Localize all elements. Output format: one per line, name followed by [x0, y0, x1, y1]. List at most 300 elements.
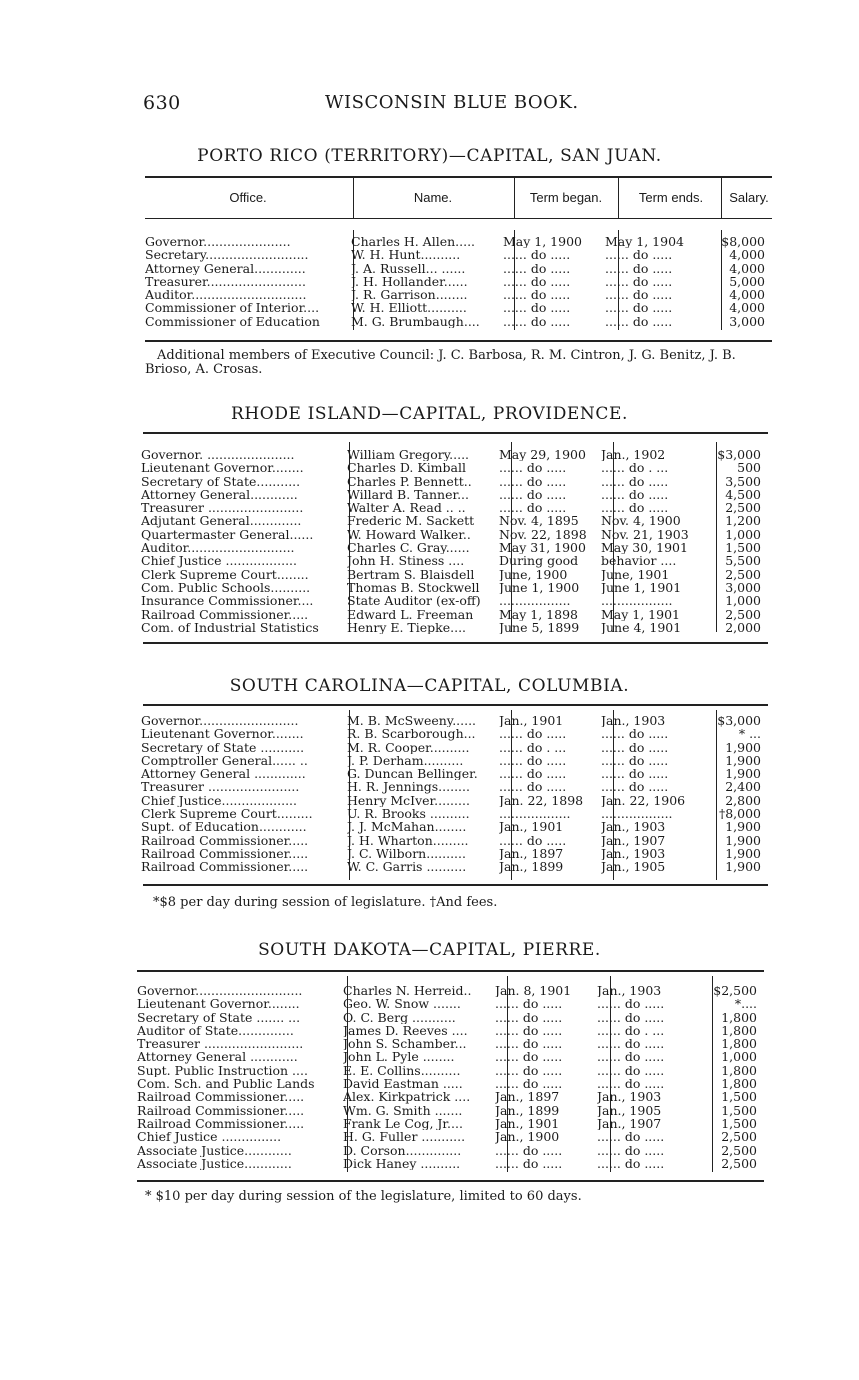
table-top-rule — [137, 970, 764, 972]
south-carolina-note: *$8 per day during session of legislature. †And fees. — [153, 895, 498, 910]
office-cell: Associate Justice............ — [137, 1156, 292, 1171]
term-began-cell: ...... do ..... — [495, 1077, 563, 1091]
office-cell: Commissioner of Education — [145, 314, 320, 329]
table-row — [137, 1157, 757, 1170]
term-ends-cell: Jan., 1902 — [601, 448, 666, 462]
header-divider — [514, 178, 515, 218]
office-cell: Auditor........................... — [141, 541, 295, 555]
term-began-cell: June 1, 1900 — [499, 580, 580, 595]
term-began-cell: ...... do ..... — [503, 288, 571, 302]
name-cell: Edward L. Freeman — [347, 607, 474, 621]
salary-cell: 1,200 — [725, 514, 761, 528]
term-ends-cell: Jan., 1907 — [597, 1116, 662, 1131]
name-cell: D. Corson.............. — [343, 1143, 462, 1157]
term-ends-cell: June 4, 1901 — [601, 620, 682, 635]
salary-cell: 3,000 — [729, 314, 765, 329]
term-began-cell: Jan., 1900 — [495, 1130, 560, 1144]
table-row — [137, 1104, 757, 1117]
table-row — [145, 288, 765, 301]
name-cell: Charles P. Bennett.. — [347, 474, 472, 488]
office-cell: Governor. ...................... — [141, 448, 295, 462]
salary-cell: 3,000 — [725, 580, 761, 595]
table-row — [145, 235, 765, 248]
office-cell: Treasurer......................... — [145, 274, 306, 289]
table-row — [141, 714, 761, 727]
south-dakota-note: * $10 per day during session of the legislature, limited to 60 days. — [145, 1189, 582, 1204]
term-ends-cell: ...... do ..... — [605, 288, 673, 302]
term-ends-cell: Jan., 1903 — [597, 984, 662, 998]
office-cell: Attorney General............. — [145, 261, 306, 275]
term-ends-cell: .................. — [601, 594, 673, 608]
salary-cell: 1,500 — [721, 1116, 757, 1131]
term-began-cell: May 1, 1900 — [503, 235, 582, 249]
table-row — [141, 741, 761, 754]
name-cell: W. C. Garris .......... — [347, 860, 467, 874]
office-cell: Treasurer ........................ — [141, 501, 304, 515]
term-began-cell: ...... do ..... — [503, 248, 571, 262]
table-top-rule — [143, 704, 768, 706]
term-ends-cell: May 1, 1904 — [605, 235, 684, 249]
salary-cell: 1,500 — [725, 541, 761, 555]
term-ends-cell: ...... do ..... — [597, 1050, 665, 1064]
salary-cell: †8,000 — [718, 807, 761, 821]
term-ends-cell: Nov. 21, 1903 — [601, 527, 689, 542]
term-ends-cell: Nov. 4, 1900 — [601, 514, 681, 528]
name-cell: James D. Reeves .... — [343, 1023, 468, 1038]
salary-cell: 1,000 — [725, 594, 761, 608]
office-cell: Lieutenant Governor........ — [137, 997, 300, 1011]
office-cell: Railroad Commissioner..... — [141, 846, 309, 861]
office-cell: Chief Justice................... — [141, 793, 297, 808]
office-cell: Railroad Commissioner..... — [141, 860, 309, 874]
office-cell: Railroad Commissioner..... — [141, 607, 309, 621]
header-rule — [145, 218, 772, 219]
table-row — [141, 581, 761, 594]
table-row — [141, 475, 761, 488]
salary-cell: 2,500 — [725, 567, 761, 581]
term-ends-cell: ...... do ..... — [601, 727, 669, 741]
salary-cell: 1,900 — [725, 820, 761, 834]
salary-cell: 4,500 — [725, 487, 761, 502]
name-cell: Frederic M. Sackett — [347, 514, 475, 528]
term-ends-cell: ...... do ..... — [605, 261, 673, 275]
term-began-cell: ...... do ..... — [499, 727, 567, 741]
term-ends-cell: Jan., 1903 — [597, 1090, 662, 1104]
name-cell: Alex. Kirkpatrick .... — [343, 1090, 471, 1104]
office-cell: Secretary of State ........... — [141, 740, 305, 754]
table-row — [137, 984, 757, 997]
name-cell: M. B. McSweeny...... — [347, 714, 477, 728]
term-began-cell: During good — [499, 554, 579, 568]
term-began-cell: Nov. 22, 1898 — [499, 527, 587, 542]
term-began-cell: .................. — [499, 807, 571, 821]
table-bottom-rule — [143, 884, 768, 886]
term-began-cell: ...... do . ... — [499, 740, 567, 754]
salary-cell: 4,000 — [729, 288, 765, 302]
term-ends-cell: ...... do ..... — [601, 767, 669, 781]
table-row — [137, 1037, 757, 1050]
office-cell: Auditor of State.............. — [137, 1023, 294, 1038]
name-cell: Dick Haney .......... — [343, 1156, 461, 1171]
name-cell: Charles H. Allen..... — [351, 235, 476, 249]
table-row — [141, 860, 761, 873]
header-term-began: Term began. — [529, 190, 603, 205]
salary-cell: 2,500 — [725, 607, 761, 621]
section-title-porto-rico: PORTO RICO (TERRITORY)—CAPITAL, SAN JUAN. — [197, 146, 662, 166]
table-row — [145, 248, 765, 261]
table-row — [137, 1024, 757, 1037]
term-began-cell: ...... do ..... — [495, 1156, 563, 1171]
name-cell: John S. Schamber... — [343, 1037, 467, 1051]
office-cell: Attorney General ............. — [141, 767, 306, 781]
office-cell: Com. Sch. and Public Lands — [137, 1077, 315, 1091]
name-cell: Geo. W. Snow ....... — [343, 997, 461, 1011]
table-row — [137, 1011, 757, 1024]
salary-cell: 1,900 — [725, 833, 761, 847]
term-ends-cell: ...... do ..... — [597, 1077, 665, 1091]
term-began-cell: ...... do ..... — [495, 997, 563, 1011]
term-ends-cell: May 30, 1901 — [601, 541, 688, 555]
salary-cell: 3,500 — [725, 474, 761, 488]
name-cell: Frank Le Cog, Jr.... — [343, 1116, 463, 1131]
table-row — [141, 794, 761, 807]
table-row — [137, 1090, 757, 1103]
name-cell: Charles D. Kimball — [347, 461, 466, 475]
header-name: Name. — [413, 190, 453, 205]
salary-cell: 1,000 — [721, 1050, 757, 1064]
salary-cell: 2,500 — [721, 1130, 757, 1144]
salary-cell: 1,500 — [721, 1103, 757, 1117]
office-cell: Chief Justice .................. — [141, 554, 297, 568]
term-began-cell: ...... do ..... — [503, 261, 571, 275]
table-row — [141, 554, 761, 567]
term-began-cell: .................. — [499, 594, 571, 608]
office-cell: Governor........................... — [137, 984, 303, 998]
office-cell: Lieutenant Governor........ — [141, 461, 304, 475]
porto-rico-note: Additional members of Executive Council: J. C. Barbosa, R. M. Cintron, J. G. Benitz, J. B. Brioso, A. Crosas. — [145, 348, 736, 377]
name-cell: G. Duncan Bellinger. — [347, 767, 478, 781]
term-began-cell: ...... do ..... — [503, 301, 571, 315]
office-cell: Adjutant General............. — [141, 514, 302, 528]
table-row — [141, 621, 761, 634]
name-cell: David Eastman ..... — [343, 1077, 463, 1091]
table-row — [137, 1050, 757, 1063]
office-cell: Com. of Industrial Statistics — [141, 620, 319, 635]
term-began-cell: June, 1900 — [499, 567, 568, 581]
term-began-cell: ...... do ..... — [499, 487, 567, 502]
rhode-island-table — [141, 448, 761, 634]
term-began-cell: Jan., 1901 — [499, 714, 564, 728]
table-row — [141, 834, 761, 847]
term-ends-cell: ...... do ..... — [601, 501, 669, 515]
south-carolina-table — [141, 714, 761, 874]
table-row — [137, 997, 757, 1010]
term-began-cell: Jan., 1899 — [495, 1103, 560, 1117]
table-row — [141, 514, 761, 527]
term-ends-cell: June 1, 1901 — [601, 580, 682, 595]
name-cell: M. R. Cooper.......... — [347, 740, 470, 754]
term-began-cell: ...... do ..... — [499, 780, 567, 794]
table-bottom-rule — [137, 1180, 764, 1182]
term-ends-cell: behavior .... — [601, 554, 677, 568]
office-cell: Commissioner of Interior.... — [145, 301, 320, 315]
office-cell: Secretary.......................... — [145, 248, 309, 262]
name-cell: H. G. Fuller ........... — [343, 1130, 466, 1144]
salary-cell: 5,500 — [725, 554, 761, 568]
table-bottom-rule — [145, 340, 772, 342]
salary-cell: 5,000 — [729, 274, 765, 289]
term-ends-cell: Jan., 1905 — [601, 860, 666, 874]
table-row — [141, 820, 761, 833]
table-row — [141, 594, 761, 607]
office-cell: Quartermaster General...... — [141, 527, 314, 542]
table-row — [141, 568, 761, 581]
term-ends-cell: ...... do ..... — [605, 248, 673, 262]
name-cell: Charles N. Herreid.. — [343, 984, 472, 998]
table-row — [141, 528, 761, 541]
salary-cell: *.... — [734, 997, 757, 1011]
table-row — [137, 1144, 757, 1157]
salary-cell: 4,000 — [729, 261, 765, 275]
salary-cell: $3,000 — [717, 448, 761, 462]
table-top-rule — [143, 432, 768, 434]
office-cell: Chief Justice ............... — [137, 1130, 282, 1144]
table-row — [141, 501, 761, 514]
name-cell: O. C. Berg ........... — [343, 1010, 456, 1024]
name-cell: M. G. Brumbaugh.... — [351, 314, 480, 329]
page-number: 630 — [143, 92, 181, 114]
table-row — [141, 461, 761, 474]
name-cell: W. H. Hunt.......... — [351, 248, 461, 262]
term-ends-cell: Jan., 1903 — [601, 714, 666, 728]
term-began-cell: Jan., 1901 — [495, 1116, 560, 1131]
office-cell: Auditor............................. — [145, 288, 307, 302]
salary-cell: 1,900 — [725, 753, 761, 768]
term-began-cell: ...... do ..... — [499, 501, 567, 515]
name-cell: J. R. Garrison........ — [351, 288, 468, 302]
office-cell: Attorney General ............ — [137, 1050, 298, 1064]
office-cell: Associate Justice............ — [137, 1143, 292, 1157]
term-ends-cell: ...... do ..... — [597, 997, 665, 1011]
term-ends-cell: ...... do . ... — [601, 461, 669, 475]
term-ends-cell: ...... do ..... — [597, 1063, 665, 1078]
name-cell: R. B. Scarborough... — [347, 727, 476, 741]
salary-cell: 1,900 — [725, 767, 761, 781]
name-cell: Bertram S. Blaisdell — [347, 567, 475, 581]
header-divider — [618, 178, 619, 218]
table-row — [145, 301, 765, 314]
table-row — [137, 1117, 757, 1130]
term-began-cell: June 5, 1899 — [499, 620, 580, 635]
name-cell: H. R. Jennings........ — [347, 780, 470, 794]
office-cell: Com. Public Schools.......... — [141, 580, 311, 595]
office-cell: Clerk Supreme Court........ — [141, 567, 309, 581]
table-row — [141, 541, 761, 554]
table-row — [145, 275, 765, 288]
office-cell: Treasurer ......................... — [137, 1037, 304, 1051]
term-began-cell: May 31, 1900 — [499, 541, 586, 555]
table-row — [137, 1130, 757, 1143]
salary-cell: 1,000 — [725, 527, 761, 542]
term-began-cell: ...... do ..... — [495, 1023, 563, 1038]
term-began-cell: Jan., 1899 — [499, 860, 564, 874]
section-title-south-carolina: SOUTH CAROLINA—CAPITAL, COLUMBIA. — [229, 676, 630, 696]
term-ends-cell: Jan., 1907 — [601, 833, 666, 847]
office-cell: Insurance Commissioner.... — [141, 594, 314, 608]
name-cell: Thomas B. Stockwell — [347, 580, 480, 595]
term-began-cell: Jan., 1897 — [495, 1090, 560, 1104]
name-cell: E. E. Collins.......... — [343, 1063, 461, 1078]
term-ends-cell: May 1, 1901 — [601, 607, 680, 621]
table-row — [141, 608, 761, 621]
salary-cell: 2,500 — [725, 501, 761, 515]
salary-cell: 1,800 — [721, 1037, 757, 1051]
table-row — [141, 847, 761, 860]
term-began-cell: Nov. 4, 1895 — [499, 514, 579, 528]
table-row — [137, 1064, 757, 1077]
table-row — [141, 780, 761, 793]
table-top-rule — [145, 176, 772, 178]
salary-cell: 2,800 — [725, 793, 761, 808]
name-cell: Walter A. Read .. .. — [347, 501, 466, 515]
name-cell: Charles C. Gray...... — [347, 541, 470, 555]
name-cell: Henry McIver......... — [347, 793, 470, 808]
term-began-cell: ...... do ..... — [495, 1050, 563, 1064]
salary-cell: $2,500 — [713, 984, 757, 998]
salary-cell: 4,000 — [729, 248, 765, 262]
name-cell: John H. Stiness .... — [347, 554, 465, 568]
salary-cell: 500 — [737, 461, 761, 475]
name-cell: W. Howard Walker.. — [347, 527, 471, 542]
term-ends-cell: ...... do ..... — [597, 1156, 665, 1171]
name-cell: J. P. Derham.......... — [347, 753, 464, 768]
table-row — [141, 754, 761, 767]
term-began-cell: ...... do ..... — [499, 833, 567, 847]
name-cell: J. H. Wharton......... — [347, 833, 469, 847]
salary-cell: 1,800 — [721, 1023, 757, 1038]
table-row — [141, 488, 761, 501]
term-ends-cell: Jan., 1903 — [601, 820, 666, 834]
name-cell: John L. Pyle ........ — [343, 1050, 455, 1064]
office-cell: Governor...................... — [145, 235, 291, 249]
salary-cell: $3,000 — [717, 714, 761, 728]
office-cell: Comptroller General...... .. — [141, 753, 308, 768]
office-cell: Railroad Commissioner..... — [137, 1090, 305, 1104]
term-ends-cell: ...... do ..... — [601, 474, 669, 488]
name-cell: J. H. Hollander...... — [351, 274, 468, 289]
header-office: Office. — [229, 190, 267, 205]
name-cell: J. C. Wilborn.......... — [347, 846, 466, 861]
table-row — [141, 727, 761, 740]
term-began-cell: ...... do ..... — [503, 274, 571, 289]
name-cell: State Auditor (ex-off) — [347, 594, 481, 608]
office-cell: Clerk Supreme Court......... — [141, 807, 313, 821]
office-cell: Lieutenant Governor........ — [141, 727, 304, 741]
term-ends-cell: ...... do ..... — [597, 1037, 665, 1051]
term-began-cell: ...... do ..... — [499, 461, 567, 475]
term-began-cell: ...... do ..... — [503, 314, 571, 329]
term-began-cell: May 29, 1900 — [499, 448, 586, 462]
header-divider — [721, 178, 722, 218]
term-ends-cell: June, 1901 — [601, 567, 670, 581]
office-cell: Attorney General............ — [141, 487, 298, 502]
term-began-cell: ...... do ..... — [499, 474, 567, 488]
office-cell: Railroad Commissioner..... — [137, 1116, 305, 1131]
term-ends-cell: Jan., 1905 — [597, 1103, 662, 1117]
name-cell: Wm. G. Smith ....... — [343, 1103, 463, 1117]
term-began-cell: ...... do ..... — [495, 1037, 563, 1051]
salary-cell: 2,500 — [721, 1143, 757, 1157]
office-cell: Governor......................... — [141, 714, 299, 728]
office-cell: Secretary of State ....... ... — [137, 1010, 301, 1024]
term-ends-cell: ...... do ..... — [605, 274, 673, 289]
table-row — [141, 448, 761, 461]
term-ends-cell: ...... do ..... — [601, 487, 669, 502]
table-row — [141, 807, 761, 820]
term-began-cell: ...... do ..... — [495, 1063, 563, 1078]
term-ends-cell: ...... do ..... — [601, 753, 669, 768]
name-cell: Henry E. Tiepke.... — [347, 620, 467, 635]
office-cell: Treasurer ....................... — [141, 780, 300, 794]
header-salary: Salary. — [729, 190, 769, 205]
salary-cell: 1,900 — [725, 846, 761, 861]
office-cell: Supt. of Education............ — [141, 820, 307, 834]
salary-cell: $8,000 — [721, 235, 765, 249]
name-cell: J. A. Russell... ...... — [351, 261, 466, 275]
section-title-south-dakota: SOUTH DAKOTA—CAPITAL, PIERRE. — [258, 940, 601, 960]
table-row — [141, 767, 761, 780]
name-cell: U. R. Brooks .......... — [347, 807, 470, 821]
term-began-cell: May 1, 1898 — [499, 607, 578, 621]
salary-cell: * ... — [738, 727, 761, 741]
term-began-cell: ...... do ..... — [495, 1143, 563, 1157]
term-ends-cell: .................. — [601, 807, 673, 821]
term-began-cell: Jan. 8, 1901 — [495, 984, 572, 998]
salary-cell: 2,400 — [725, 780, 761, 794]
term-ends-cell: ...... do ..... — [597, 1010, 665, 1024]
term-ends-cell: ...... do ..... — [601, 780, 669, 794]
salary-cell: 4,000 — [729, 301, 765, 315]
header-term-ends: Term ends. — [638, 190, 704, 205]
salary-cell: 1,800 — [721, 1063, 757, 1078]
term-ends-cell: ...... do ..... — [597, 1130, 665, 1144]
term-began-cell: Jan., 1901 — [499, 820, 564, 834]
office-cell: Supt. Public Instruction .... — [137, 1063, 308, 1078]
term-ends-cell: ...... do ..... — [601, 740, 669, 754]
term-ends-cell: Jan., 1903 — [601, 846, 666, 861]
term-began-cell: ...... do ..... — [495, 1010, 563, 1024]
term-ends-cell: ...... do . ... — [597, 1023, 665, 1038]
salary-cell: 1,800 — [721, 1077, 757, 1091]
term-began-cell: Jan. 22, 1898 — [499, 793, 584, 808]
salary-cell: 1,800 — [721, 1010, 757, 1024]
salary-cell: 1,900 — [725, 740, 761, 754]
term-ends-cell: Jan. 22, 1906 — [601, 793, 686, 808]
term-began-cell: ...... do ..... — [499, 753, 567, 768]
name-cell: J. J. McMahan........ — [347, 820, 467, 834]
name-cell: Willard B. Tanner... — [347, 487, 469, 502]
section-title-rhode-island: RHODE ISLAND—CAPITAL, PROVIDENCE. — [230, 404, 629, 424]
term-began-cell: ...... do ..... — [499, 767, 567, 781]
porto-rico-table — [145, 235, 765, 328]
name-cell: William Gregory..... — [347, 448, 470, 462]
salary-cell: 1,500 — [721, 1090, 757, 1104]
table-row — [145, 262, 765, 275]
office-cell: Railroad Commissioner..... — [137, 1103, 305, 1117]
term-ends-cell: ...... do ..... — [597, 1143, 665, 1157]
salary-cell: 2,000 — [725, 620, 761, 635]
table-row — [145, 315, 765, 328]
